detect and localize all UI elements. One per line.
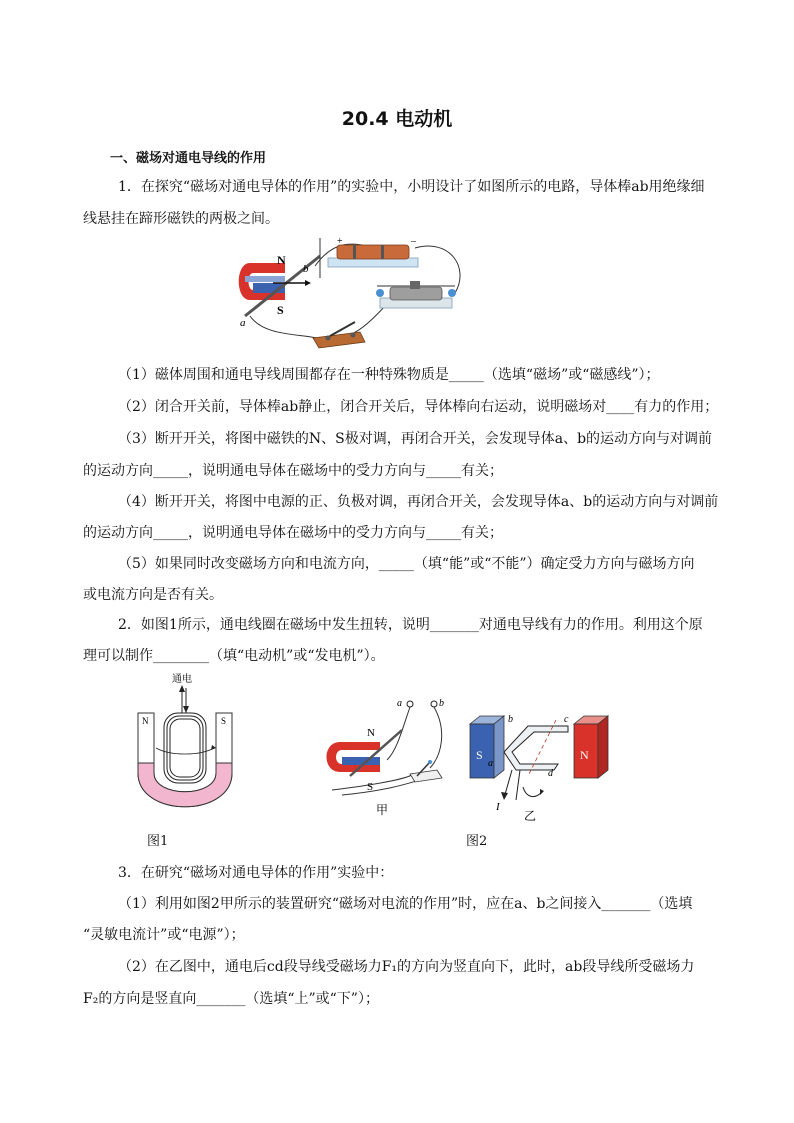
wire-lower <box>340 306 385 336</box>
q1-part5a: （5）如果同时改变磁场方向和电流方向，_____（填“能”或“不能”）确定受力方向与磁场方向 <box>118 556 695 572</box>
battery <box>328 245 418 267</box>
q1-part1: （1）磁体周围和通电导线周围都存在一种特殊物质是_____（选填“磁场”或“磁感线”）； <box>118 367 660 383</box>
q3-part1a: （1）利用如图2甲所示的装置研究“磁场对电流的作用”时，应在a、b之间接入_______（选填 <box>118 896 693 912</box>
yi-s-pole <box>470 716 504 778</box>
q3-part2b: F₂的方向是竖直向_______（选填“上”或“下”）； <box>83 991 379 1007</box>
figure-2-jia <box>312 690 462 820</box>
rod-end-b-label: b <box>303 263 309 275</box>
rod-end-a-label: a <box>240 317 246 329</box>
q3-part1b: “灵敏电流计”或“电源”）； <box>83 927 245 943</box>
yi-current-label: I <box>496 801 500 813</box>
terminal-b <box>431 701 437 707</box>
q1-line2: 线悬挂在蹄形磁铁的两极之间。 <box>83 211 279 227</box>
q1-part5b: 或电流方向是否有关。 <box>83 587 223 603</box>
yi-label: 乙 <box>524 809 537 823</box>
fig2-caption: 图2 <box>466 834 488 849</box>
fig1-s-label: S <box>221 716 227 726</box>
yi-a-label: a <box>488 758 493 769</box>
fig1-current-label: 通电 <box>172 674 192 685</box>
page-title: 20.4 电动机 <box>341 108 453 130</box>
yi-n-label: N <box>580 748 589 762</box>
q1-part4a: （4）断开开关，将图中电源的正、负极对调，再闭合开关，会发现导体a、b的运动方向与对调前 <box>118 494 719 510</box>
magnet-s-label: S <box>277 303 284 317</box>
horseshoe-magnet <box>239 263 285 300</box>
battery-plus-label: + <box>337 236 343 247</box>
jia-label: 甲 <box>376 803 389 817</box>
q1-circuit-figure <box>225 228 475 353</box>
rheostat <box>376 281 456 308</box>
q3-line1: 3．在研究“磁场对通电导体的作用”实验中： <box>118 865 394 881</box>
q1-part3a: （3）断开开关，将图中磁铁的N、S极对调，再闭合开关，会发现导体a、b的运动方向与对调前 <box>118 431 713 447</box>
jia-switch <box>410 760 442 782</box>
yi-s-label: S <box>476 748 483 762</box>
yi-d-label: d <box>548 768 553 779</box>
yi-c-label: c <box>564 714 569 725</box>
q1-part2: （2）闭合开关前，导体棒ab静止，闭合开关后，导体棒向右运动，说明磁场对____有力的作用； <box>118 399 719 415</box>
magnet-n-label: N <box>277 253 286 267</box>
terminal-a <box>407 701 413 707</box>
q1-line1: 1．在探究“磁场对通电导体的作用”的实验中，小明设计了如图所示的电路，导体棒ab用绝缘细 <box>118 179 705 195</box>
jia-n-label: N <box>367 727 375 739</box>
yi-coil <box>504 726 568 770</box>
yi-n-pole <box>574 716 608 778</box>
q1-part4b: 的运动方向_____，说明通电导体在磁场中的受力方向与_____有关； <box>83 525 503 541</box>
fig1-n-label: N <box>142 716 149 726</box>
q3-part2a: （2）在乙图中，通电后cd段导线受磁场力F₁的方向为竖直向下，此时，ab段导线所受磁场力 <box>118 959 695 975</box>
yi-b-label: b <box>508 714 513 725</box>
figure-2-yi <box>468 712 618 824</box>
figure-1 <box>130 668 240 818</box>
switch <box>313 322 365 348</box>
jia-b-label: b <box>439 698 444 709</box>
q2-line1: 2．如图1所示，通电线圈在磁场中发生扭转，说明_______对通电导线有力的作用。利用这个原 <box>118 617 703 633</box>
q2-line2: 理可以制作________（填“电动机”或“发电机”）。 <box>83 648 385 664</box>
fig1-caption: 图1 <box>147 834 169 849</box>
section-heading: 一、磁场对通电导线的作用 <box>110 151 267 166</box>
jia-a-label: a <box>397 698 402 709</box>
wire-left <box>250 316 325 340</box>
battery-minus-label: – <box>411 236 416 247</box>
q1-part3b: 的运动方向_____，说明通电导体在磁场中的受力方向与_____有关； <box>83 463 503 479</box>
jia-s-label: S <box>367 781 374 793</box>
